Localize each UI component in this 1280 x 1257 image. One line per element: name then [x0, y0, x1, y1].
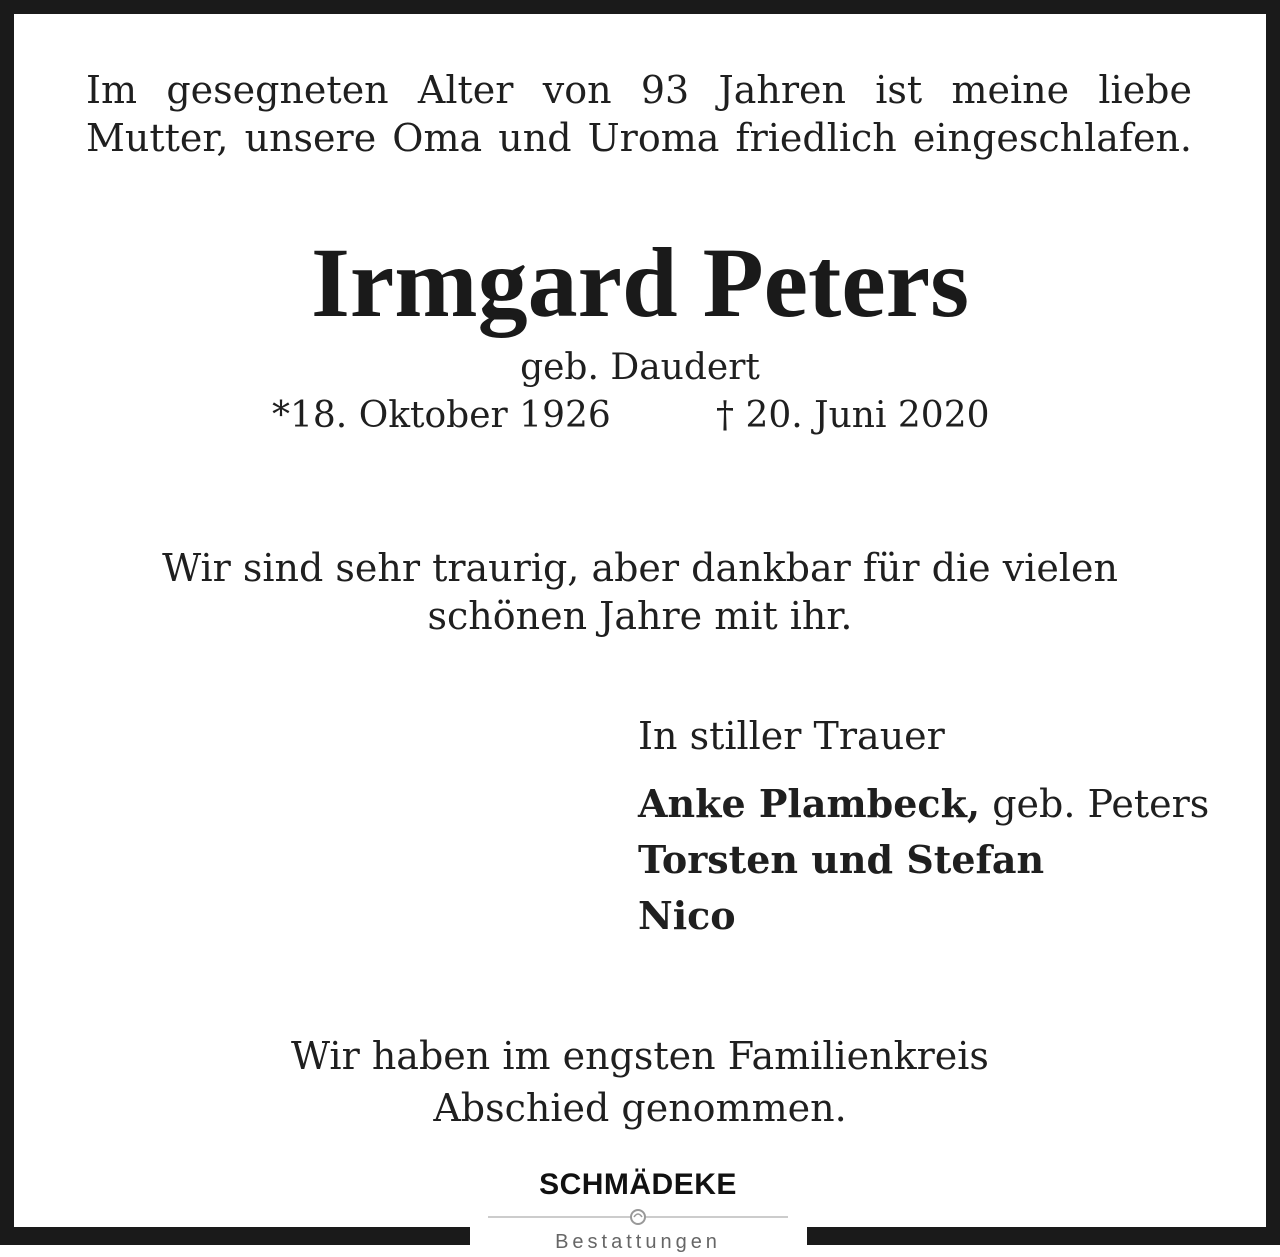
deceased-name: Irmgard Peters — [310, 227, 970, 338]
farewell-line-2: Abschied genommen. — [433, 1086, 847, 1130]
maiden-name: geb. Daudert — [520, 347, 760, 388]
family-list — [638, 776, 1209, 944]
birth-date: *18. Oktober 1926 — [272, 395, 611, 436]
intro-line-2: Mutter, unsere Oma und Uroma friedlich eingeschlafen. — [86, 116, 1192, 160]
logo-divider — [488, 1204, 788, 1230]
thanks-line-1: Wir sind sehr traurig, aber dankbar für die vielen — [162, 546, 1118, 590]
family-member — [638, 832, 1209, 888]
intro-line-1: Im gesegneten Alter von 93 Jahren ist meine liebe — [86, 68, 1192, 112]
family-member — [638, 776, 1209, 832]
mourning-heading: In stiller Trauer — [638, 714, 945, 758]
frame-top-border — [0, 0, 1280, 14]
thanks-text — [0, 544, 1280, 640]
family-member-name: Nico — [638, 893, 736, 938]
logo-name: SCHMÄDEKE — [539, 1168, 737, 1201]
frame-bottom-border-left — [0, 1227, 470, 1245]
funeral-home-logo — [488, 1166, 788, 1257]
family-member-name: Torsten und Stefan — [638, 837, 1045, 882]
logo-emblem-icon — [488, 1204, 788, 1230]
family-member-name: Anke Plambeck, — [638, 781, 981, 826]
farewell-text — [0, 1030, 1280, 1134]
family-member — [638, 888, 1209, 944]
frame-bottom-border-right — [807, 1227, 1280, 1245]
farewell-line-1: Wir haben im engsten Familienkreis — [291, 1034, 989, 1078]
death-date: † 20. Juni 2020 — [716, 395, 990, 436]
thanks-line-2: schönen Jahre mit ihr. — [427, 594, 853, 638]
logo-subtitle: Bestattungen — [555, 1231, 721, 1253]
family-member-suffix: geb. Peters — [980, 782, 1210, 826]
intro-text — [86, 66, 1192, 162]
